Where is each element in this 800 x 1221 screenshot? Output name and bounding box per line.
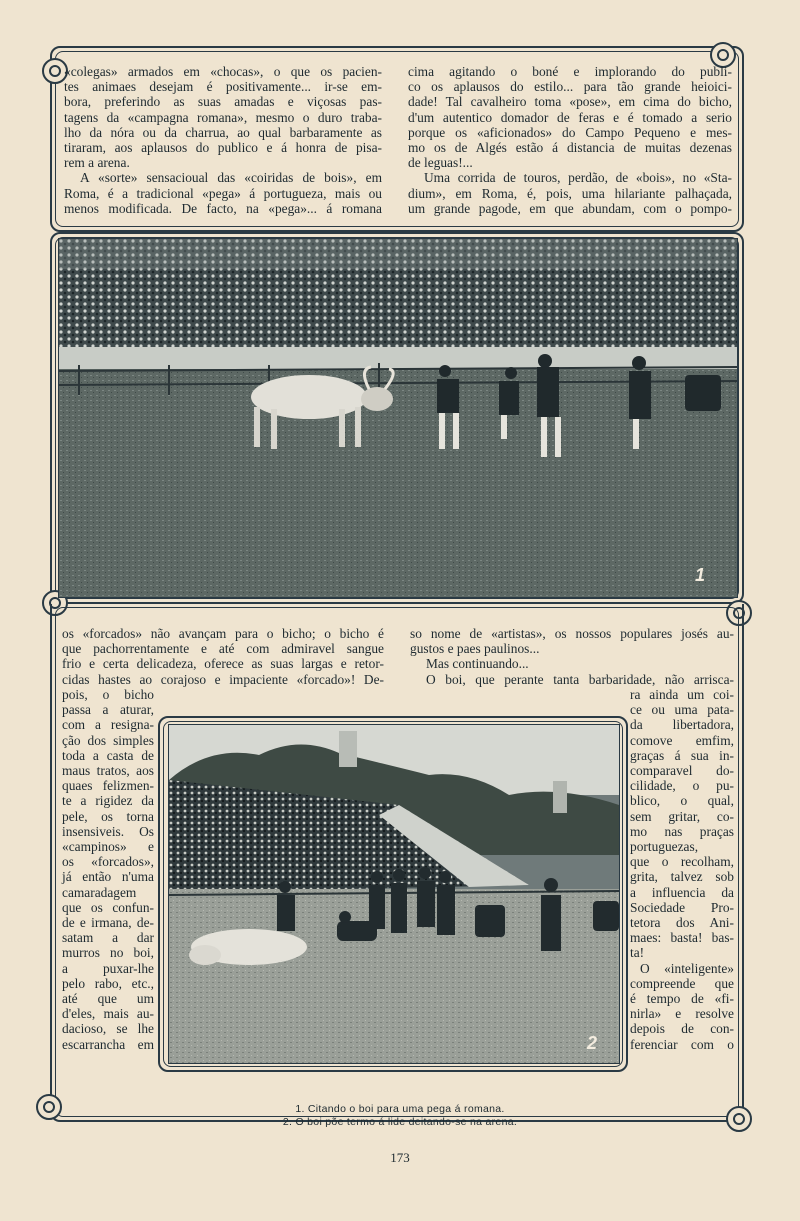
text-line: de leguas!... xyxy=(408,155,473,171)
text-line: d'eles, mais au- xyxy=(62,1006,154,1022)
text-line: satam a dar xyxy=(62,930,154,946)
text-line: passa a aturar, xyxy=(62,702,154,718)
text-line: a puxar-lhe xyxy=(62,960,154,976)
text-line: ce ou uma pata- xyxy=(630,702,734,718)
text-line: compreende que xyxy=(630,975,734,991)
text-line: dacioso, se lhe xyxy=(62,1021,154,1037)
text-line: toda a casta de xyxy=(62,747,154,763)
text-line: que pachorrentamente e até com admiravel sangue xyxy=(62,641,384,657)
text-line: graças á sua in- xyxy=(630,747,734,763)
text-line: já então n'uma xyxy=(62,869,154,885)
text-line: tagens da «campagna romana», mesmo o duro traba- xyxy=(64,109,382,125)
photo-bull-citing xyxy=(58,238,738,598)
text-line: sem gritar, co- xyxy=(630,808,734,824)
page-number: 173 xyxy=(390,1150,410,1165)
text-line: pele, os torna xyxy=(62,808,154,824)
text-line: Uma corrida de touros, perdão, de «bois», no «Sta- xyxy=(424,170,732,186)
text-line: pelo rabo, etc., xyxy=(62,975,154,991)
text-line: rem a arena. xyxy=(64,155,130,171)
text-line: gustos e paes paulinos... xyxy=(410,641,540,657)
text-line: lho da nóra ou da charrua, ao qual barbaramente as xyxy=(64,124,382,140)
text-line: comove emfim, xyxy=(630,732,734,748)
text-line: grita, talvez sob xyxy=(630,869,734,885)
text-line: tes animaes desejam é positivamente... ir-se em- xyxy=(64,79,382,95)
text-line: so nome de «artistas», os nossos populares josés au- xyxy=(410,626,734,641)
text-line: te a rigidez da xyxy=(62,793,154,809)
text-line: «colegas» armados em «chocas», o que os pacien- xyxy=(64,64,382,79)
text-line: comparavel do- xyxy=(630,763,734,779)
text-line: A «sorte» sensacioual das «coiridas de bois», em xyxy=(80,170,382,186)
text-line: da libertadora, xyxy=(630,717,734,733)
text-line: que o recolham, xyxy=(630,854,734,870)
figure-number: 2 xyxy=(587,1033,598,1053)
text-line: ta! xyxy=(630,945,645,961)
text-line: até que um xyxy=(62,991,154,1007)
text-line: ra ainda um coi- xyxy=(630,687,734,702)
text-line: os «forcados», xyxy=(62,854,154,870)
top-right-column xyxy=(408,64,732,216)
text-line: murros no boi, xyxy=(62,945,154,961)
text-line: depois de con- xyxy=(630,1021,734,1037)
text-line: maus tratos, aos xyxy=(62,763,154,779)
text-line: quaes felizmen- xyxy=(62,778,154,794)
text-line: bora, preferindo as suas amadas e viçosas pas- xyxy=(64,94,382,110)
photo-bull-lying-down xyxy=(168,724,620,1064)
caption-line: 2. O boi põe termo á lide deitando-se na arena. xyxy=(282,1116,518,1128)
photo1-scene xyxy=(59,239,737,597)
text-line: pois, o bicho xyxy=(62,687,154,702)
text-line: um grande pagode, em que abundam, com o pompo- xyxy=(408,200,732,216)
text-line: que os confun- xyxy=(62,899,154,915)
text-line: tiraram, aos aplausos do publico e á honra de pisa- xyxy=(64,140,382,156)
text-line: cilidade, o pu- xyxy=(630,778,734,794)
text-line: «campinos» e xyxy=(62,839,154,855)
photo2-scene xyxy=(169,725,619,1063)
figure-number: 1 xyxy=(695,565,706,585)
text-line: portuguezas, xyxy=(630,839,699,855)
text-line: mo nas praças xyxy=(630,823,734,839)
text-line: Roma, é a tradicional «pega» á portugueza, mais ou xyxy=(64,185,382,201)
text-line: O «inteligente» xyxy=(640,960,734,976)
photo-captions xyxy=(0,1103,800,1129)
text-line: frio e certa delicadeza, oferece as suas largas e retor- xyxy=(62,656,384,672)
text-line: cidas hastes ao corajoso e impaciente «forcado»! De- xyxy=(62,671,384,687)
text-line: Mas continuando... xyxy=(426,656,529,672)
text-line: porque os «aficionados» do Campo Pequeno e mes- xyxy=(408,124,732,140)
text-line: nirla» e resolve xyxy=(630,1006,734,1022)
text-line: mo os de Algés estão á distancia de muitas dezenas xyxy=(408,140,732,156)
text-line: tetora dos Ani- xyxy=(630,915,734,931)
text-line: escarrancha em xyxy=(62,1036,154,1052)
text-line: maes: basta! bas- xyxy=(630,930,734,946)
caption-line: 1. Citando o boi para uma pega á romana. xyxy=(295,1103,505,1115)
text-line: ferenciar com o xyxy=(630,1036,734,1052)
text-line: insensiveis. Os xyxy=(62,823,154,839)
text-line: com a resigna- xyxy=(62,717,154,733)
text-line: O boi, que perante tanta barbaridade, não arrisca- xyxy=(426,671,734,687)
text-line: a influencia da xyxy=(630,884,734,900)
text-line: co os aplausos do estilo... para tão grande heioici- xyxy=(408,79,732,95)
text-line: é tempo de «fi- xyxy=(630,991,734,1007)
text-line: d'um autentico domador de feras e é tomado a serio xyxy=(408,109,732,125)
text-line: blico, o qual, xyxy=(630,793,734,809)
text-line: dium», em Roma, é, pois, uma hilariante palhaçada, xyxy=(408,185,732,201)
text-line: ção dos simples xyxy=(62,732,154,748)
text-line: menos modificada. De facto, na «pega»... á romana xyxy=(64,200,382,216)
text-line: os «forcados» não avançam para o bicho; o bicho é xyxy=(62,626,384,641)
text-line: dade! Tal cavalheiro toma «pose», em cima do bicho, xyxy=(408,94,732,110)
top-left-column xyxy=(64,64,382,216)
text-line: camaradagem xyxy=(62,884,137,900)
text-line: de e irmana, de- xyxy=(62,915,154,931)
text-line: cima agitando o boné e implorando do publi- xyxy=(408,64,732,79)
text-line: Sociedade Pro- xyxy=(630,899,734,915)
